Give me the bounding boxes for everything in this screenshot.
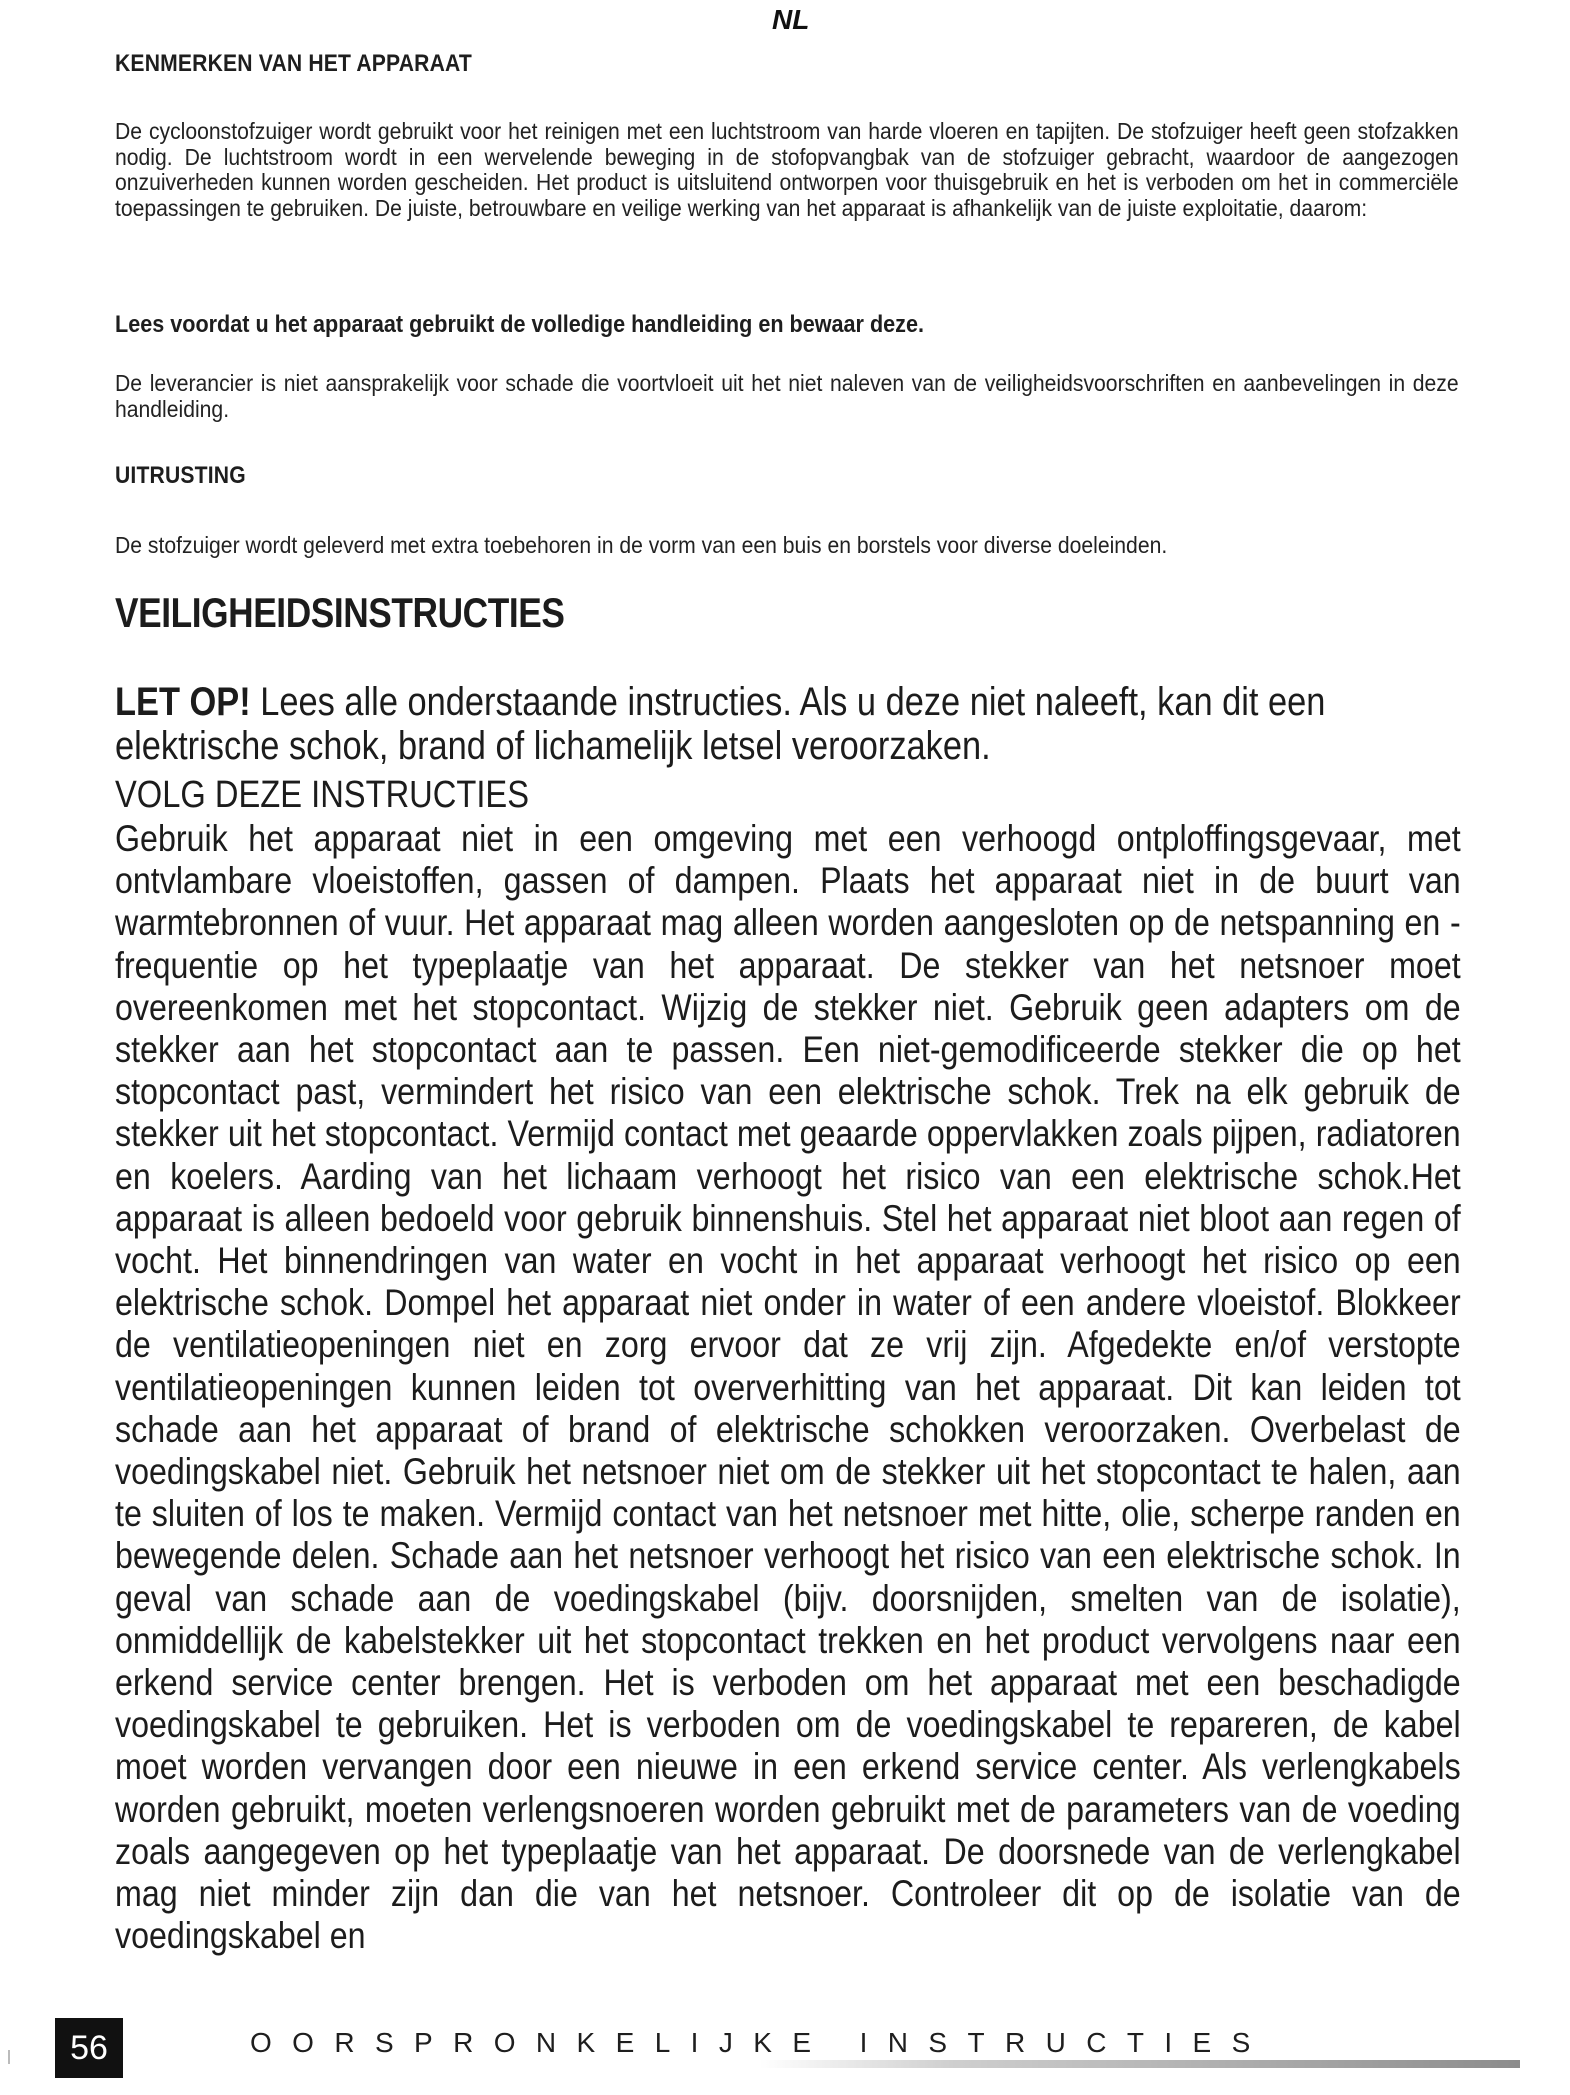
warning-text: Lees alle onderstaande instructies. Als u deze niet naleeft, kan dit een elektrische schok, brand of lichamelijk letsel veroorzaken. (115, 680, 1326, 768)
warning-paragraph (115, 680, 1463, 768)
equipment-heading: UITRUSTING (115, 462, 246, 489)
features-section (115, 50, 1460, 78)
equipment-paragraph-block (115, 533, 1460, 559)
footer-rule (760, 2060, 1520, 2068)
features-heading: KENMERKEN VAN HET APPARAAT (115, 50, 472, 77)
equipment-section (115, 462, 1460, 490)
safety-body: Gebruik het apparaat niet in een omgeving met een verhoogd ontploffingsgevaar, met ontvlambare vloeistoffen, gassen of dampen. Plaats het apparaat niet in de buurt van warmtebronnen of vuur. Het apparaat mag alleen worden aangesloten op de netspanning en -frequentie op het typeplaatje van het apparaat. De stekker van het netsnoer moet overeenkomen met het stopcontact. Wijzig de stekker niet. Gebruik geen adapters om de stekker aan het stopcontact aan te passen. Een niet-gemodificeerde stekker die op het stopcontact past, vermindert het risico van een elektrische schok. Trek na elk gebruik de stekker uit het stopcontact. Vermijd contact met geaarde oppervlakken zoals pijpen, radiatoren en koelers. Aarding van het lichaam verhoogt het risico van een elektrische schok.Het apparaat is alleen bedoeld voor gebruik binnenshuis. Stel het apparaat niet bloot aan regen of vocht. Het binnendringen van water en vocht in het apparaat verhoogt het risico op een elektrische schok. Dompel het apparaat niet onder in water of een andere vloeistof. Blokkeer de ventilatieopeningen niet en zorg ervoor dat ze vrij zijn. Afgedekte en/of verstopte ventilatieopeningen kunnen leiden tot oververhitting van het apparaat. Dit kan leiden tot schade aan het apparaat of brand of elektrische schokken veroorzaken. Overbelast de voedingskabel niet. Gebruik het netsnoer niet om de stekker uit het stopcontact te halen, aan te sluiten of los te maken. Vermijd contact van het netsnoer met hitte, olie, scherpe randen en bewegende delen. Schade aan het netsnoer verhoogt het risico van een elektrische schok. In geval van schade aan de voedingskabel (bijv. doorsnijden, smelten van de isolatie), onmiddellijk de kabelstekker uit het stopcontact trekken en het product vervolgens naar een erkend service center brengen. Het is verboden om het apparaat met een beschadigde voedingskabel te gebruiken. Het is verboden om de voedingskabel te repareren, de kabel moet worden vervangen door een nieuwe in een erkend service center. Als verlengkabels worden gebruikt, moeten verlengsnoeren worden gebruikt met de parameters van de voeding zoals aangegeven op het typeplaatje van het apparaat. De doorsnede van de verlengkabel mag niet minder zijn dan die van het netsnoer. Controleer dit op de isolatie van de voedingskabel en (115, 818, 1461, 1957)
safety-heading: VEILIGHEIDSINSTRUCTIES (115, 589, 565, 636)
read-manual-note: Lees voordat u het apparaat gebruikt de volledige handleiding en bewaar deze. (115, 311, 924, 338)
liability-paragraph: De leverancier is niet aansprakelijk voor schade die voortvloeit uit het niet naleven van de veiligheidsvoorschriften en aanbevelingen in deze handleiding. (115, 370, 1459, 422)
features-paragraph-block (115, 119, 1460, 221)
warning-block (115, 680, 1460, 768)
follow-block (115, 775, 1460, 815)
liability-block (115, 371, 1460, 422)
language-code: NL (772, 4, 810, 35)
warning-label: LET OP! (115, 680, 251, 724)
follow-instructions-label: VOLG DEZE INSTRUCTIES (115, 774, 530, 816)
page-edge-mark (8, 2050, 10, 2064)
safety-body-block (115, 818, 1460, 1957)
page-number: 56 (55, 2018, 123, 2078)
footer-label: OORSPRONKELIJKE INSTRUCTIES (250, 2027, 1271, 2058)
features-paragraph: De cycloonstofzuiger wordt gebruikt voor het reinigen met een luchtstroom van harde vloeren en tapijten. De stofzuiger heeft geen stofzakken nodig. De luchtstroom wordt in een wervelende beweging in de stofopvangbak van de stofzuiger gebracht, waardoor de aangezogen onzuiverheden kunnen worden gescheiden. Het product is uitsluitend ontworpen voor thuisgebruik en het is verboden om het in commerciële toepassingen te gebruiken. De juiste, betrouwbare en veilige werking van het apparaat is afhankelijk van de juiste exploitatie, daarom: (115, 118, 1459, 221)
equipment-paragraph: De stofzuiger wordt geleverd met extra toebehoren in de vorm van een buis en borstels voor diverse doeleinden. (115, 532, 1168, 558)
read-manual-block (115, 311, 1460, 339)
safety-section (115, 589, 1460, 637)
